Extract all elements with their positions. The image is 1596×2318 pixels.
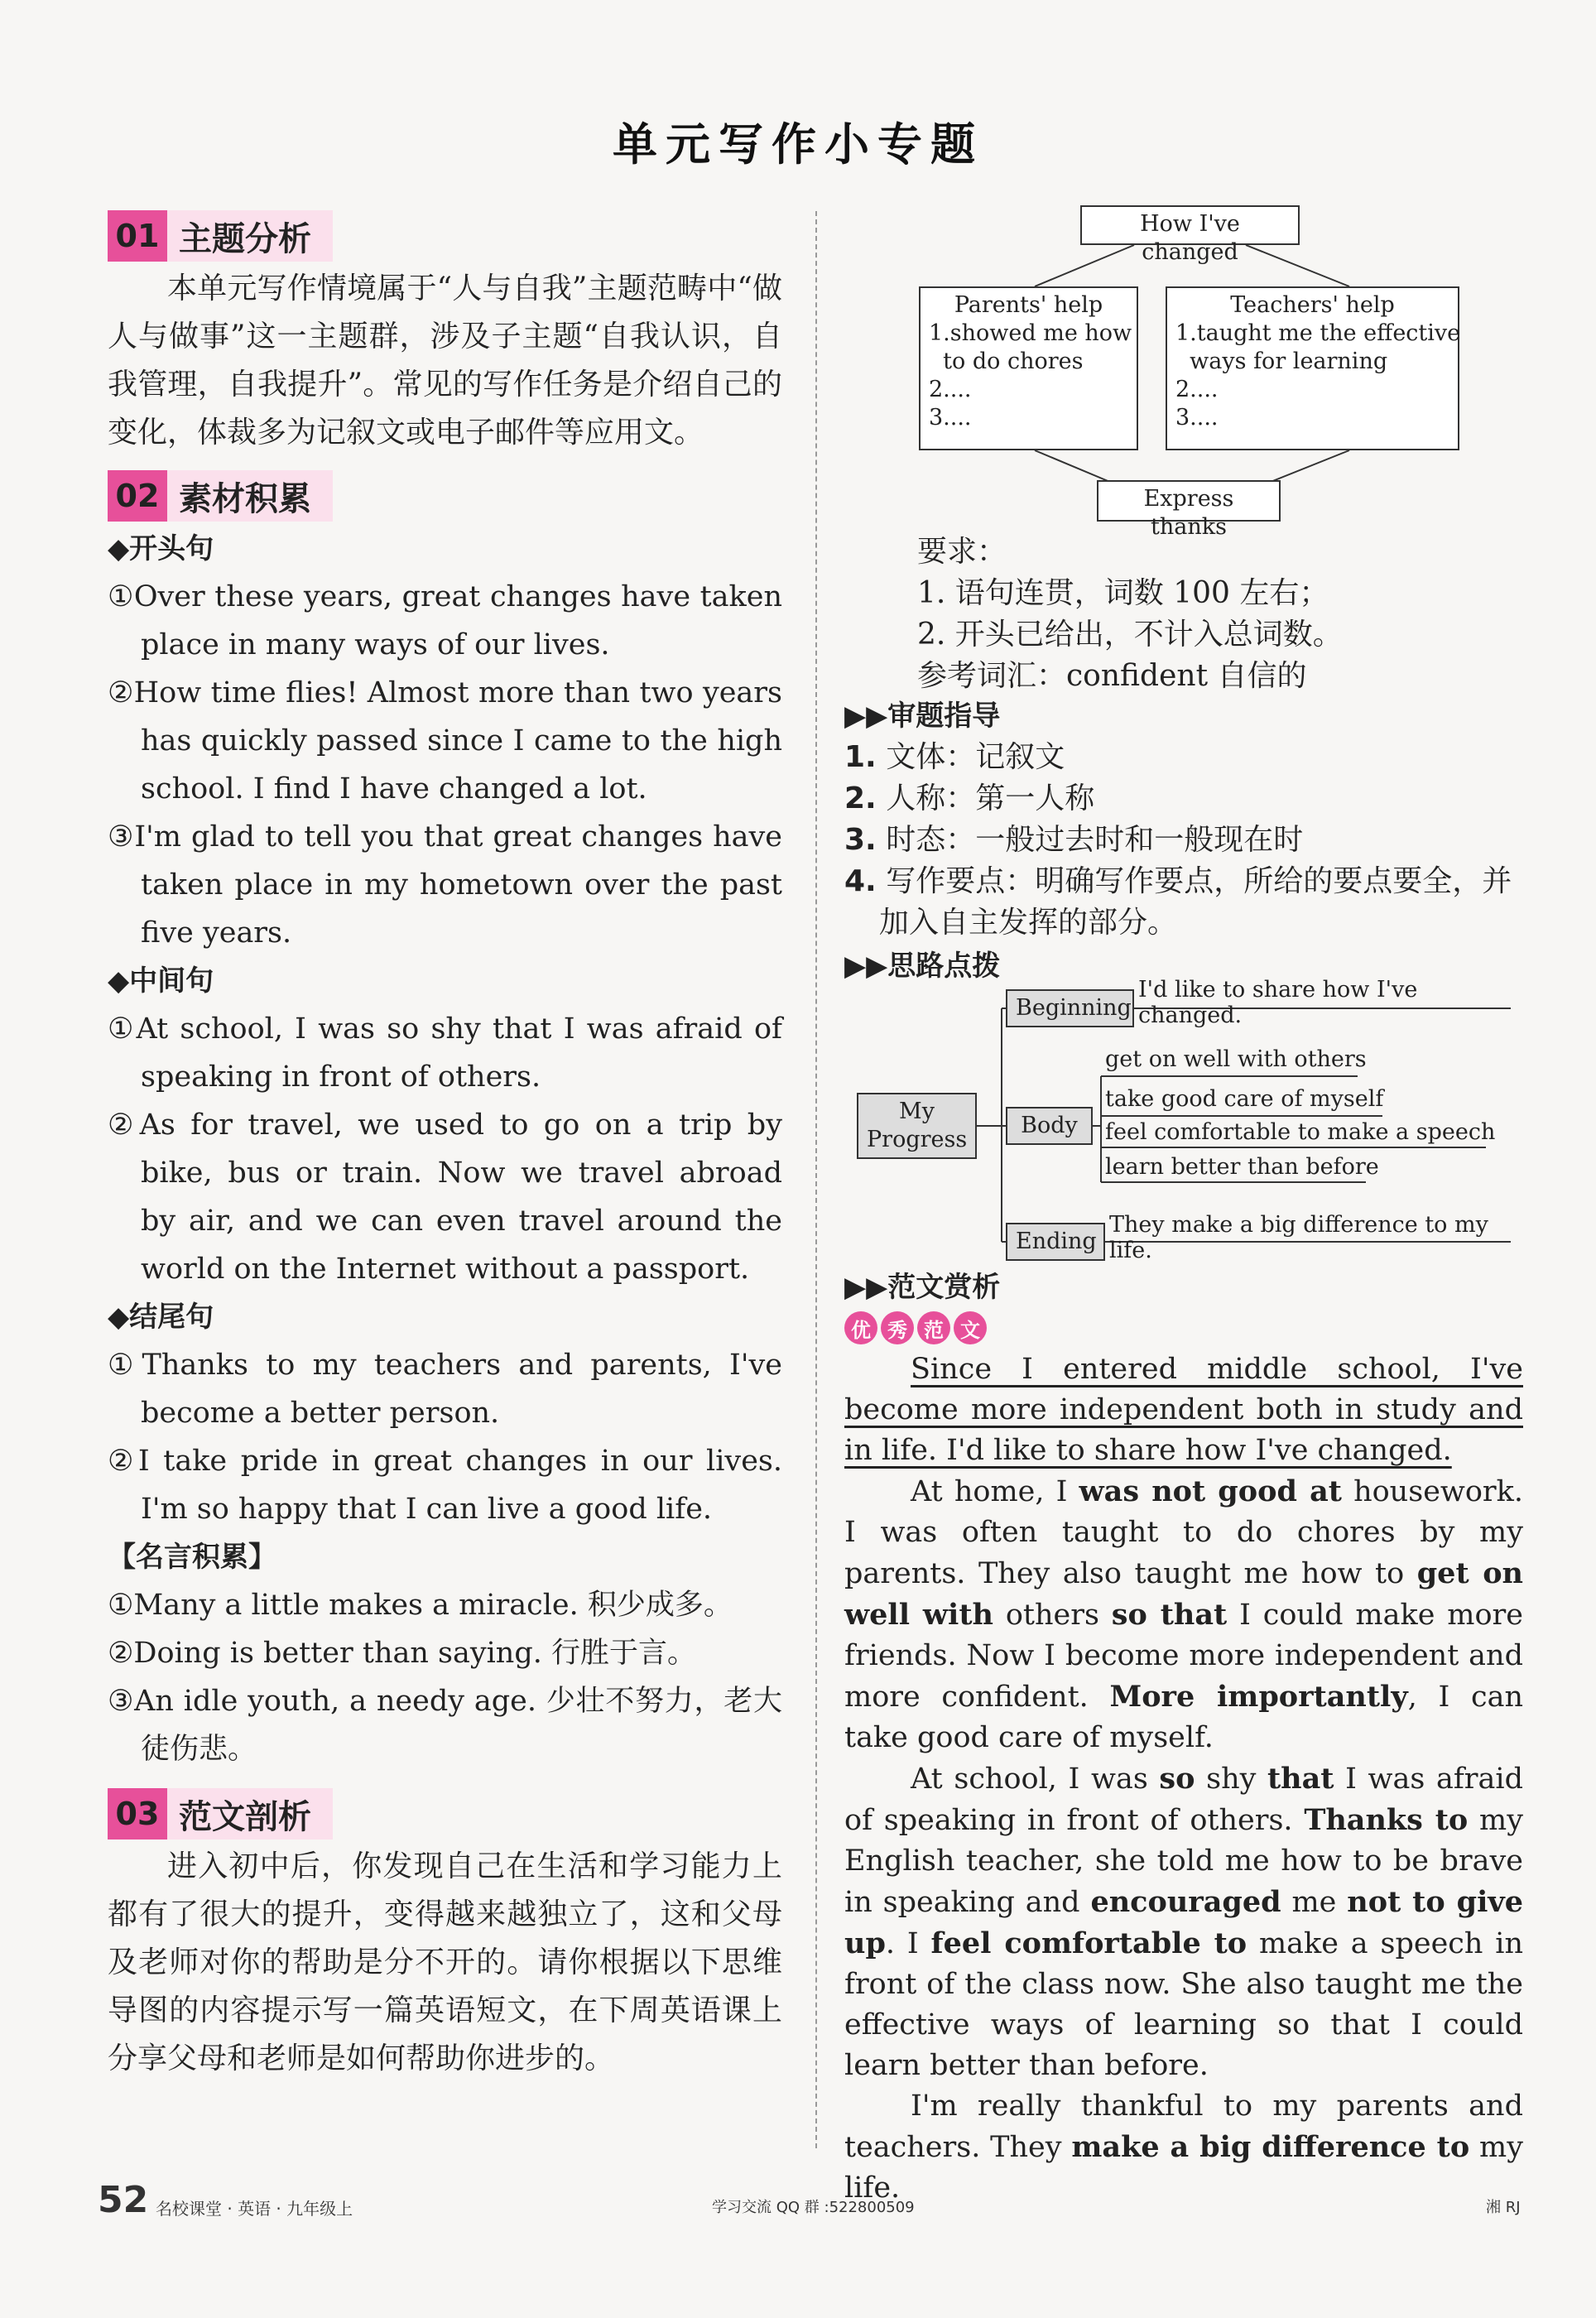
- section-number: 02: [108, 470, 167, 522]
- section-title: 素材积累: [167, 470, 333, 522]
- section-3-header: [108, 1785, 782, 1843]
- beginning-text: I'd like to share how I've changed.: [1138, 977, 1418, 1028]
- guide-item: [844, 778, 1523, 820]
- node-item: 3....: [929, 405, 972, 430]
- node-title: Teachers' help: [1230, 292, 1395, 318]
- page-title: 单元写作小专题: [613, 118, 983, 171]
- essay-paragraph-1: Since I entered middle school, I've become more independent both in study and in life. I'd like to share how I've changed.: [844, 1353, 1523, 1467]
- node-item: ways for learning: [1175, 349, 1388, 374]
- guide-item: [844, 861, 1523, 944]
- requirements: [917, 531, 1530, 697]
- item-text: 写作要点：明确写作要点，所给的要点要全，并加入自主发挥的部分。: [879, 864, 1512, 940]
- item-text: 时态：一般过去时和一般现在时: [886, 823, 1304, 857]
- footer-book-title: 名校课堂 · 英语 · 九年级上: [156, 2199, 353, 2219]
- ending-sentences-heading: ◆结尾句: [108, 1301, 214, 1334]
- badge-char: 范: [917, 1311, 950, 1344]
- ideas-mind-map: [853, 977, 1523, 1267]
- root-node: My Progress: [857, 1093, 977, 1159]
- express-thanks-node: Express thanks: [1097, 480, 1281, 522]
- body-item: feel comfortable to make a speech: [1105, 1119, 1496, 1145]
- footer-contact: 学习交流 QQ 群 :522800509: [712, 2199, 915, 2216]
- ending-sentence: ②I take pride in great changes in our lives. I'm so happy that I can live a good life.: [108, 1445, 782, 1526]
- changes-mind-map: [911, 205, 1490, 540]
- ending-sentence: ①Thanks to my teachers and parents, I've become a better person.: [108, 1349, 782, 1430]
- body-item: take good care of myself: [1105, 1086, 1384, 1112]
- section-title: 范文剖析: [167, 1788, 333, 1839]
- quote: ③An idle youth, a needy age. 少壮不努力，老大徒伤悲。: [108, 1685, 782, 1766]
- guide-section: [844, 695, 1523, 988]
- item-text: 文体：记叙文: [886, 740, 1065, 774]
- section-2-header: [108, 467, 782, 525]
- node-item: 1.showed me how: [929, 320, 1132, 346]
- reference-vocabulary: 参考词汇：confident 自信的: [917, 659, 1307, 693]
- node-item: to do chores: [929, 349, 1084, 374]
- guide-item: [844, 737, 1523, 778]
- item-number: 3.: [844, 823, 877, 857]
- essay-body: [844, 1349, 1523, 2209]
- opening-sentences-heading: ◆开头句: [108, 532, 214, 565]
- item-number: 2.: [844, 781, 877, 815]
- body-item: get on well with others: [1105, 1046, 1367, 1072]
- opening-sentence: ①Over these years, great changes have taken place in many ways of our lives.: [108, 580, 782, 661]
- ideas-heading: ▶▶思路点拨: [844, 950, 1001, 983]
- middle-sentence: ②As for travel, we used to go on a trip by bike, bus or train. Now we travel abroad by air, and we can even travel around the world on the Internet without a passport.: [108, 1109, 782, 1286]
- middle-sentences-heading: ◆中间句: [108, 964, 214, 998]
- guide-heading: ▶▶审题指导: [844, 700, 1001, 733]
- middle-sentence: ①At school, I was so shy that I was afraid of speaking in front of others.: [108, 1012, 782, 1094]
- node-item: 3....: [1175, 405, 1219, 430]
- ending-text: They make a big difference to my life.: [1109, 1212, 1488, 1263]
- requirements-heading: 要求：: [917, 535, 1007, 569]
- body-item: learn better than before: [1105, 1154, 1379, 1180]
- section-1-header: [108, 207, 782, 265]
- essay-paragraph-4: I'm really thankful to my parents and teachers. They make a big difference to my life.: [844, 2090, 1523, 2205]
- item-number: 4.: [844, 864, 877, 898]
- essay-paragraph-3: At school, I was so shy that I was afraid of speaking in front of others. Thanks to my English teacher, she told me how to be brave in speaking and encouraged me not to give up. I feel comfortable to make a speech in front of the class now. She also taught me the effective ways of learning so that I could learn better than before.: [844, 1762, 1524, 2082]
- quote: ①Many a little makes a miracle. 积少成多。: [108, 1589, 733, 1622]
- excellent-essay-badge: [844, 1311, 987, 1344]
- quotes-heading: 【名言积累】: [108, 1541, 276, 1574]
- section-number: 01: [108, 210, 167, 262]
- node-title: Parents' help: [954, 292, 1103, 318]
- page-number: 52: [98, 2179, 149, 2221]
- item-number: 1.: [844, 740, 877, 774]
- column-divider: [815, 211, 817, 2148]
- left-column: [108, 207, 782, 2083]
- opening-sentence: ③I'm glad to tell you that great changes have taken place in my hometown over the past five years.: [108, 820, 782, 950]
- node-item: 2....: [1175, 377, 1219, 402]
- section-3-text: 进入初中后，你发现自己在生活和学习能力上都有了很大的提升，变得越来越独立了，这和父母及老师对你的帮助是分不开的。请你根据以下思维导图的内容提示写一篇英语短文，在下周英语课上分享父母和老师是如何帮助你进步的。: [108, 1849, 782, 2075]
- essay-section: [844, 1267, 1523, 2209]
- node-item: 2....: [929, 377, 972, 402]
- section-title: 主题分析: [167, 210, 333, 262]
- parents-help-node: [919, 286, 1138, 450]
- quote: ②Doing is better than saying. 行胜于言。: [108, 1637, 697, 1670]
- opening-sentence: ②How time flies! Almost more than two years has quickly passed since I came to the high school. I find I have changed a lot.: [108, 676, 782, 806]
- essay-heading: ▶▶范文赏析: [844, 1271, 1001, 1304]
- item-text: 人称：第一人称: [886, 781, 1095, 815]
- footer-edition: 湘 RJ: [1486, 2199, 1521, 2216]
- mind-map-top-node: How I've changed: [1080, 205, 1300, 245]
- beginning-node: Beginning: [1006, 989, 1134, 1027]
- badge-char: 秀: [881, 1311, 914, 1344]
- section-1-text: 本单元写作情境属于“人与自我”主题范畴中“做人与做事”这一主题群，涉及子主题“自我认识，自我管理，自我提升”。常见的写作任务是介绍自己的变化，体裁多为记叙文或电子邮件等应用文。: [108, 272, 782, 450]
- body-node: Body: [1006, 1107, 1093, 1145]
- requirement-item: 2. 开头已给出，不计入总词数。: [917, 618, 1343, 652]
- badge-char: 文: [954, 1311, 987, 1344]
- section-number: 03: [108, 1788, 167, 1839]
- essay-paragraph-2: At home, I was not good at housework. I was often taught to do chores by my parents. They also taught me how to get on well with others so that I could make more friends. Now I become more independent and more confident. More importantly, I can take good care of myself.: [844, 1474, 1523, 1754]
- badge-char: 优: [844, 1311, 877, 1344]
- guide-item: [844, 820, 1523, 861]
- requirement-item: 1. 语句连贯，词数 100 左右；: [917, 576, 1329, 610]
- node-item: 1.taught me the effective: [1175, 320, 1461, 346]
- ending-node: Ending: [1006, 1223, 1105, 1261]
- teachers-help-node: [1166, 286, 1459, 450]
